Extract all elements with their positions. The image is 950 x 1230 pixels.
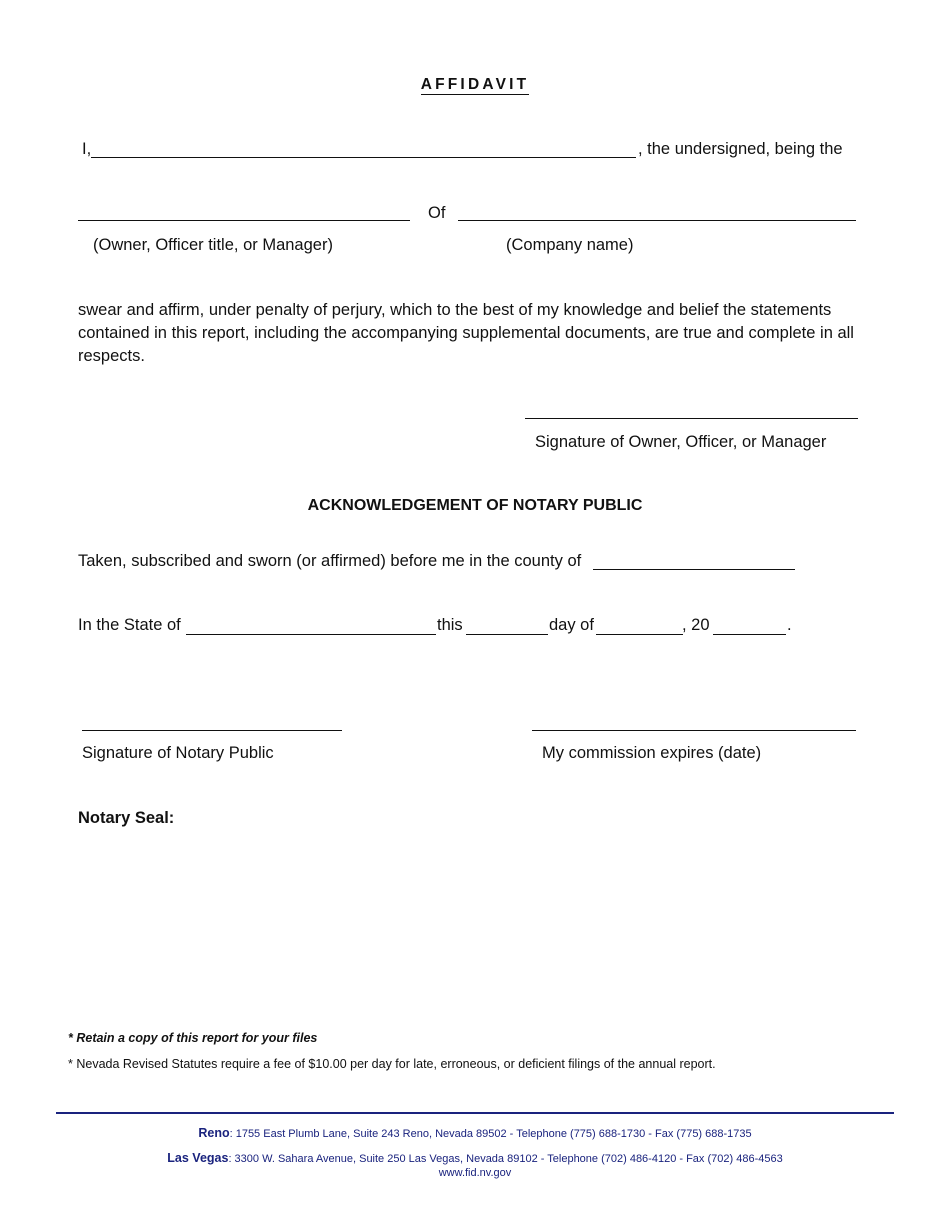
footer-divider (56, 1112, 894, 1114)
footer-website[interactable]: www.fid.nv.gov (438, 1167, 512, 1179)
affiant-name-field[interactable] (91, 157, 636, 158)
footer-lv-address: : 3300 W. Sahara Avenue, Suite 250 Las Vegas, Nevada 89102 - Telephone (702) 486-4120 - Fax (702) 486-4563 (228, 1153, 783, 1165)
year-period: . (787, 616, 792, 634)
affiant-signature-caption: Signature of Owner, Officer, or Manager (535, 433, 827, 451)
footer-reno-address: : 1755 East Plumb Lane, Suite 243 Reno, Nevada 89502 - Telephone (775) 688-1730 - Fax (775) 688-1735 (229, 1128, 752, 1140)
document-title (0, 76, 950, 94)
footer-reno (0, 1126, 950, 1140)
footer-lv-label: Las Vegas (167, 1151, 229, 1165)
state-label: In the State of (78, 616, 181, 634)
county-field[interactable] (593, 569, 795, 570)
oath-paragraph: swear and affirm, under penalty of perjury, which to the best of my knowledge and belief the statements contained in this report, including the accompanying supplemental documents, are true and complete in all respects. (78, 301, 854, 365)
day-of-label: day of (549, 616, 594, 634)
commission-caption: My commission expires (date) (542, 744, 762, 762)
company-caption: (Company name) (506, 236, 634, 254)
month-field[interactable] (596, 634, 683, 635)
notary-signature-field[interactable] (82, 730, 342, 731)
retain-copy-note: * Retain a copy of this report for your files (68, 1031, 318, 1045)
notary-signature-caption: Signature of Notary Public (82, 744, 274, 762)
role-caption: (Owner, Officer title, or Manager) (93, 236, 333, 254)
year-field[interactable] (713, 634, 786, 635)
state-field[interactable] (186, 634, 436, 635)
affiant-signature-field[interactable] (525, 418, 858, 419)
county-text: Taken, subscribed and sworn (or affirmed) before me in the county of (78, 552, 582, 570)
notary-heading: ACKNOWLEDGEMENT OF NOTARY PUBLIC (307, 497, 643, 514)
role-field[interactable] (78, 220, 410, 221)
footer-reno-label: Reno (198, 1126, 230, 1140)
footer-las-vegas (0, 1151, 950, 1165)
affiant-prefix: I, (82, 140, 92, 158)
of-label: Of (428, 204, 446, 222)
affiant-suffix: , the undersigned, being the (638, 140, 843, 158)
year-prefix: , 20 (682, 616, 710, 634)
day-field[interactable] (466, 634, 548, 635)
this-label: this (437, 616, 463, 634)
document-title-text: AFFIDAVIT (420, 76, 530, 93)
company-name-field[interactable] (458, 220, 856, 221)
notary-seal-label: Notary Seal: (78, 809, 175, 827)
commission-expires-field[interactable] (532, 730, 856, 731)
fee-notice: * Nevada Revised Statutes require a fee of $10.00 per day for late, erroneous, or deficient filings of the annual report. (68, 1057, 716, 1071)
